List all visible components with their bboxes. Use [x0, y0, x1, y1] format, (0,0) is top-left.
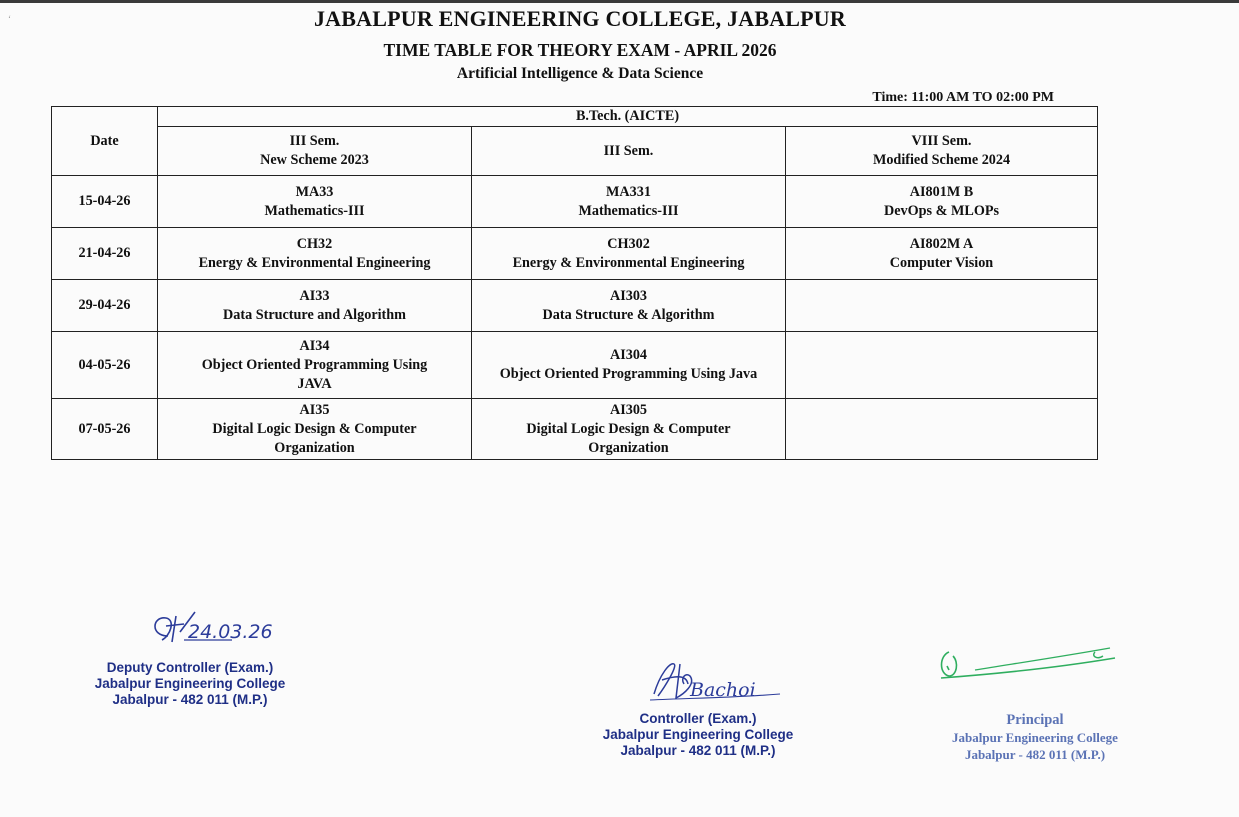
deputy-addr: Jabalpur - 482 011 (M.P.)	[112, 692, 268, 707]
date-cell: 07-05-26	[52, 399, 158, 460]
subject-cell	[472, 280, 786, 332]
col-header-2	[472, 127, 786, 176]
col-header-3	[786, 127, 1098, 176]
col-header-2-sem: III Sem.	[603, 142, 654, 159]
empty-cell	[786, 280, 1098, 332]
subject-name-line1: Object Oriented Programming Using	[201, 356, 428, 373]
table-row	[52, 176, 1098, 228]
subject-code: AI304	[609, 347, 648, 363]
subject-name-line2: Organization	[588, 439, 669, 456]
subject-name-line2: JAVA	[297, 375, 332, 392]
subject-code: AI33	[299, 287, 330, 304]
col-header-1-sem: III Sem.	[289, 133, 340, 149]
subject-cell	[158, 228, 472, 280]
deputy-signature	[140, 606, 290, 656]
subject-name: Mathematics-III	[578, 202, 679, 219]
principal-stamp	[920, 712, 1150, 763]
subject-cell	[472, 332, 786, 399]
subject-code: AI305	[609, 401, 648, 418]
col-header-3-sem: VIII Sem.	[911, 133, 972, 149]
empty-cell	[786, 399, 1098, 460]
table-row	[52, 399, 1098, 460]
col-header-1	[158, 127, 472, 176]
principal-signature	[935, 640, 1125, 690]
subject-name: Data Structure & Algorithm	[542, 306, 715, 323]
exam-title: TIME TABLE FOR THEORY EXAM - APRIL 2026	[383, 40, 777, 60]
subject-cell	[158, 176, 472, 228]
subject-name: DevOps & MLOPs	[883, 202, 1000, 219]
subject-code: AI34	[299, 337, 330, 354]
subject-code: MA331	[606, 183, 651, 200]
subject-cell	[472, 228, 786, 280]
subject-cell	[786, 176, 1098, 228]
empty-cell	[786, 332, 1098, 399]
subject-name-line2: Organization	[274, 439, 355, 456]
subject-code: CH32	[296, 235, 333, 252]
subject-code: MA33	[295, 183, 334, 200]
subject-code: AI303	[609, 287, 648, 304]
principal-org: Jabalpur Engineering College	[952, 730, 1118, 745]
subject-name: Object Oriented Programming Using Java	[499, 366, 758, 382]
subject-code: CH302	[607, 235, 650, 252]
controller-addr: Jabalpur - 482 011 (M.P.)	[620, 743, 776, 758]
principal-title: Principal	[1006, 712, 1064, 728]
deputy-org: Jabalpur Engineering College	[94, 676, 286, 691]
subject-cell	[158, 399, 472, 460]
exam-time: Time: 11:00 AM TO 02:00 PM	[872, 90, 1054, 105]
date-cell: 29-04-26	[52, 280, 158, 332]
subject-code: AI802M A	[909, 235, 974, 252]
controller-stamp	[588, 711, 808, 759]
subject-name-line1: Digital Logic Design & Computer	[212, 420, 417, 437]
subject-name-line1: Digital Logic Design & Computer	[526, 420, 731, 437]
date-cell: 15-04-26	[52, 176, 158, 228]
subject-name: Energy & Environmental Engineering	[198, 254, 431, 271]
subject-name: Data Structure and Algorithm	[223, 306, 406, 323]
date-header: Date	[52, 107, 158, 176]
controller-title: Controller (Exam.)	[639, 711, 757, 726]
subject-name: Mathematics-III	[264, 202, 365, 219]
principal-addr: Jabalpur - 482 011 (M.P.)	[964, 747, 1106, 762]
subject-code: AI35	[299, 401, 330, 418]
table-row	[52, 228, 1098, 280]
subject-cell	[158, 280, 472, 332]
table-row	[52, 332, 1098, 399]
subject-name: Energy & Environmental Engineering	[512, 254, 745, 271]
controller-signature	[640, 654, 790, 710]
header-row-semesters	[52, 127, 1098, 176]
department-title: Artificial Intelligence & Data Science	[456, 65, 704, 82]
college-title: JABALPUR ENGINEERING COLLEGE, JABALPUR	[313, 6, 846, 31]
controller-org: Jabalpur Engineering College	[602, 727, 794, 742]
deputy-signature-date: 24.03.26	[188, 621, 273, 643]
program-header: B.Tech. (AICTE)	[158, 107, 1098, 127]
date-cell: 21-04-26	[52, 228, 158, 280]
deputy-controller-stamp	[80, 660, 300, 708]
date-cell: 04-05-26	[52, 332, 158, 399]
timetable	[51, 106, 1098, 460]
deputy-title: Deputy Controller (Exam.)	[106, 660, 274, 675]
header-row-program	[52, 107, 1098, 127]
subject-cell	[786, 228, 1098, 280]
subject-name: Computer Vision	[889, 254, 994, 271]
subject-cell	[472, 399, 786, 460]
col-header-3-scheme: Modified Scheme 2024	[872, 152, 1011, 168]
subject-cell	[158, 332, 472, 399]
subject-code: AI801M B	[909, 183, 974, 200]
controller-signature-name: Bachoi	[690, 679, 756, 701]
table-row	[52, 280, 1098, 332]
subject-cell	[472, 176, 786, 228]
top-border-line	[0, 0, 1239, 3]
col-header-1-scheme: New Scheme 2023	[260, 152, 369, 168]
scan-mark: ‘	[8, 14, 11, 24]
